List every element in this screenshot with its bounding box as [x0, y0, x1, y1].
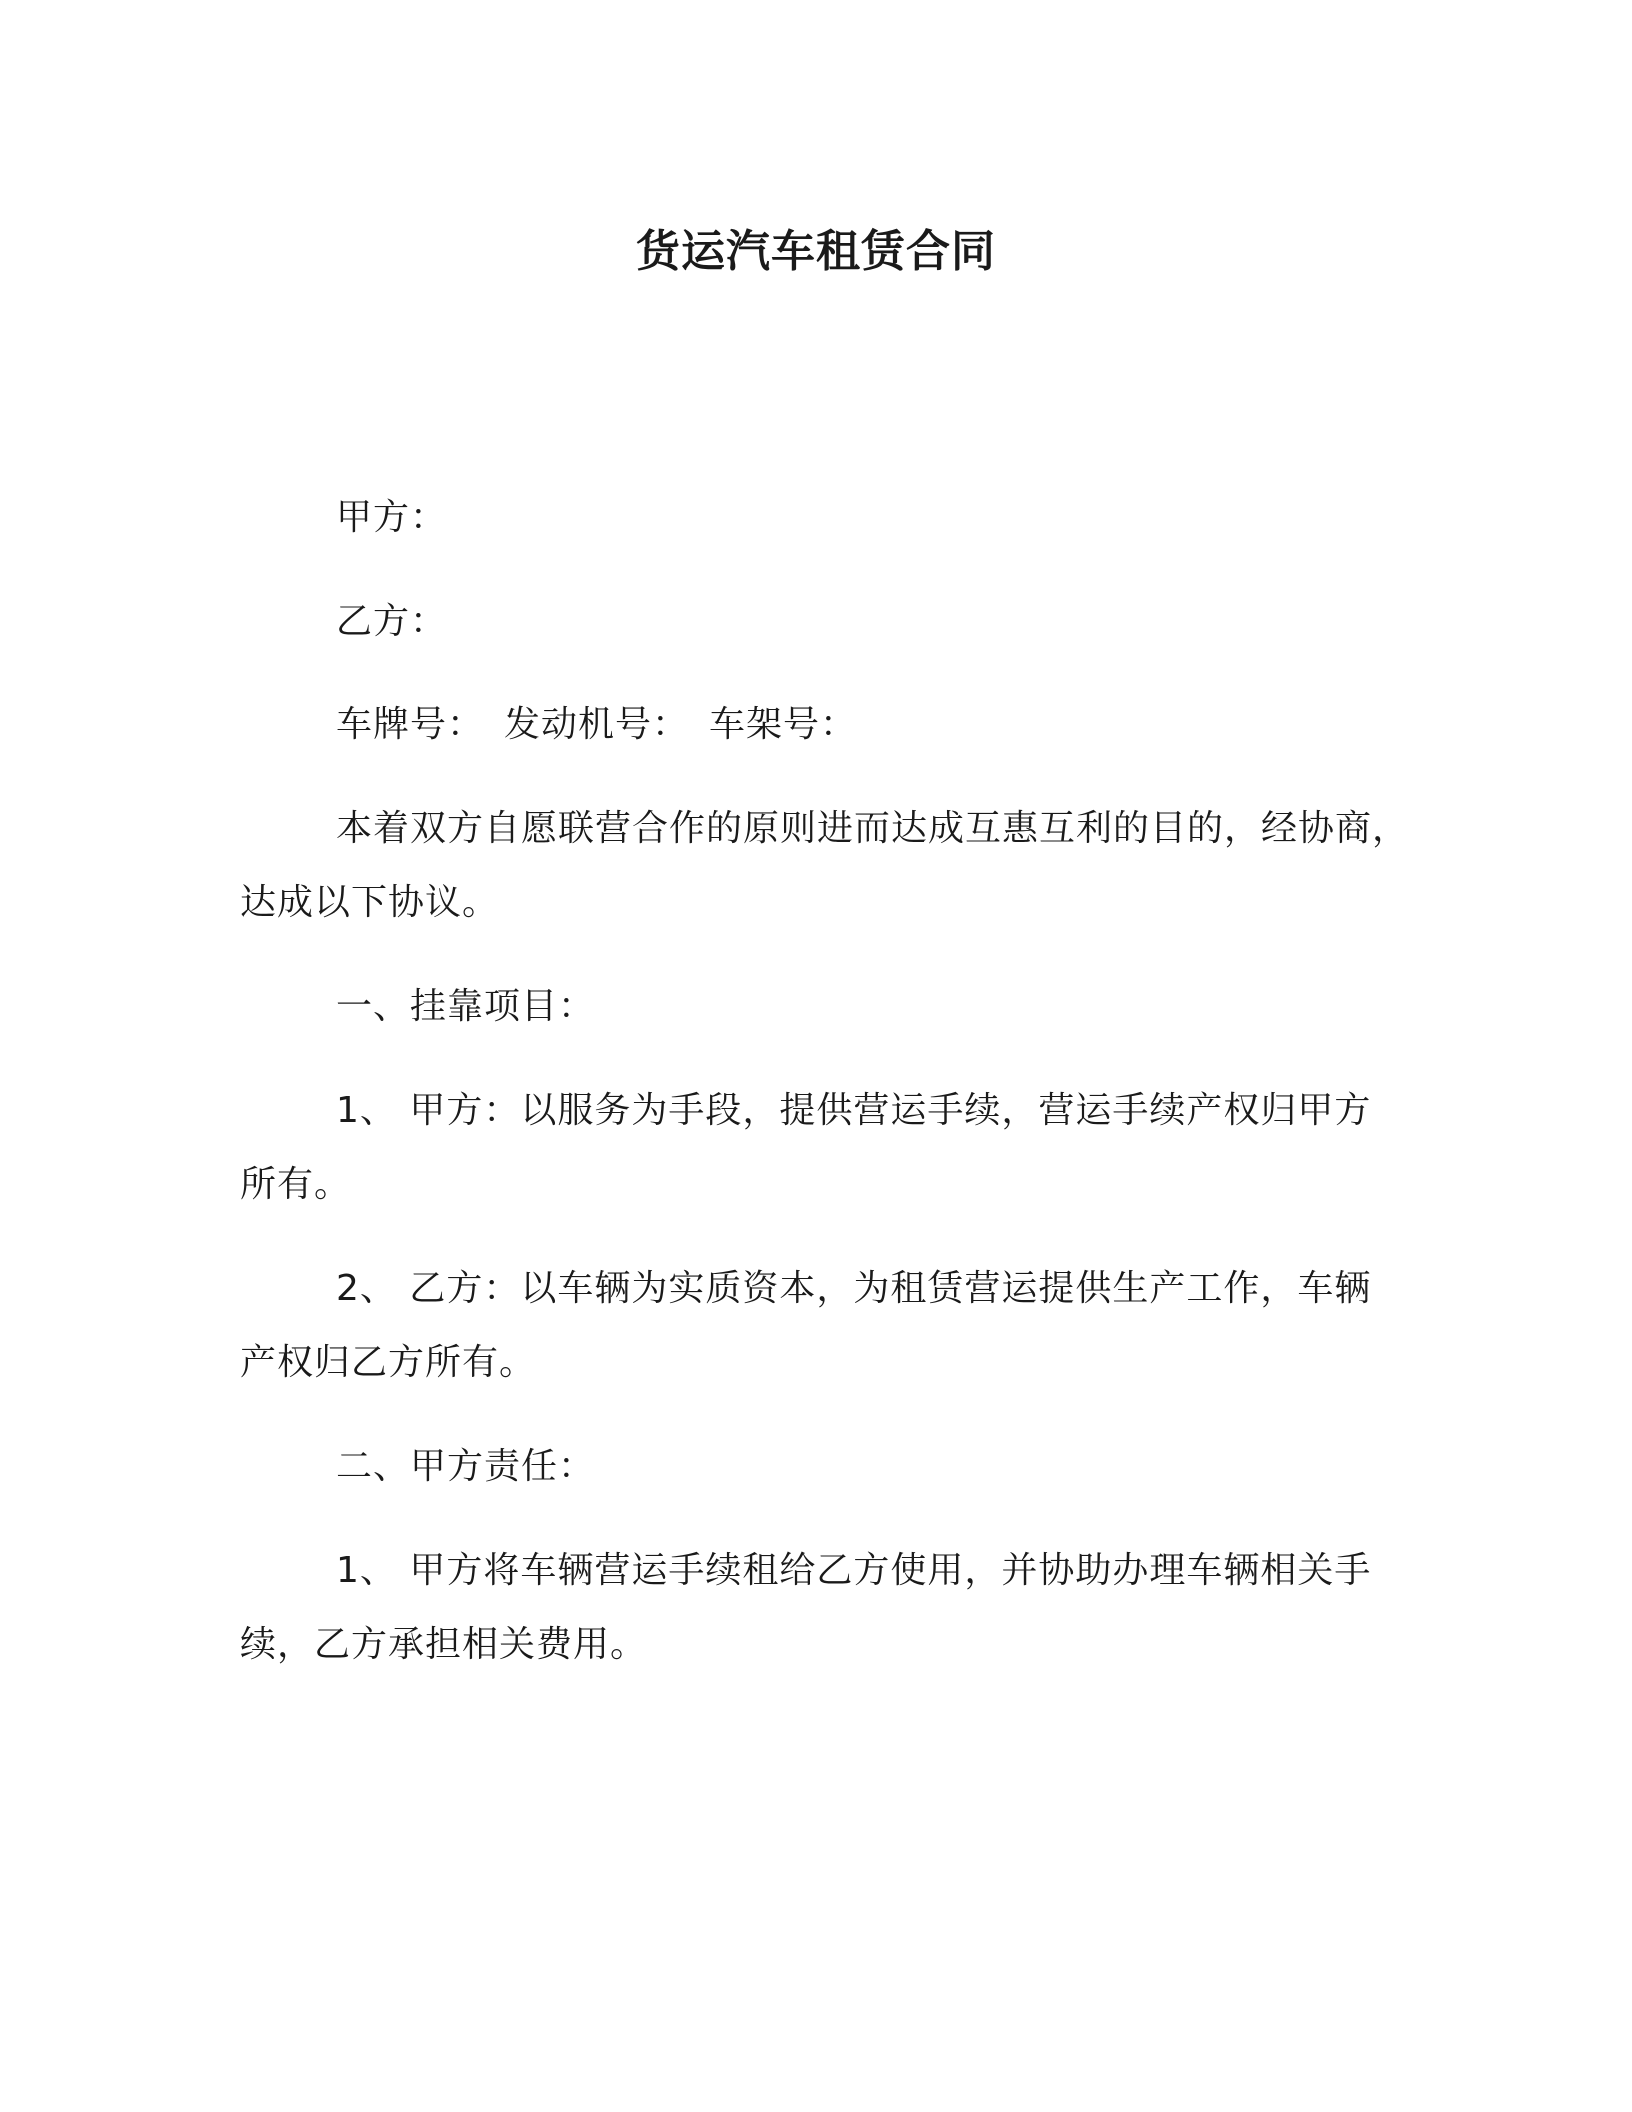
plate-number-label: 车牌号： — [336, 704, 485, 745]
section-1-item-1-line-2: 所有。 — [240, 1164, 352, 1205]
section-2-item-1-line-2: 续，乙方承担相关费用。 — [240, 1624, 648, 1665]
party-b-line — [240, 585, 1392, 659]
section-1-heading — [240, 970, 1392, 1044]
frame-number-label: 车架号： — [709, 704, 858, 745]
section-1-item-2-line-2: 产权归乙方所有。 — [240, 1342, 537, 1383]
party-a-line — [240, 481, 1392, 555]
preamble-line-2: 达成以下协议。 — [240, 882, 500, 923]
section-1-item-2-line-1: 2、 乙方：以车辆为实质资本，为租赁营运提供生产工作，车辆 — [336, 1268, 1372, 1309]
section-2-heading-text: 二、甲方责任： — [336, 1446, 596, 1487]
section-1-item-2 — [240, 1252, 1392, 1400]
party-a-label: 甲方： — [336, 497, 448, 538]
section-1-heading-text: 一、挂靠项目： — [336, 986, 596, 1027]
preamble-line-1: 本着双方自愿联营合作的原则进而达成互惠互利的目的，经协商， — [336, 808, 1410, 849]
document-title: 货运汽车租赁合同 — [636, 226, 996, 277]
vehicle-info — [240, 688, 1392, 762]
engine-number-label: 发动机号： — [504, 704, 690, 745]
section-1-item-1 — [240, 1074, 1392, 1222]
section-2-item-1 — [240, 1534, 1392, 1682]
section-2-heading — [240, 1430, 1392, 1504]
section-2-item-1-line-1: 1、 甲方将车辆营运手续租给乙方使用，并协助办理车辆相关手 — [336, 1550, 1372, 1591]
vehicle-info-line — [240, 688, 1392, 762]
preamble-paragraph — [240, 792, 1410, 940]
party-b-label: 乙方： — [336, 601, 448, 642]
section-1-item-1-line-1: 1、 甲方：以服务为手段，提供营运手续，营运手续产权归甲方 — [336, 1090, 1372, 1131]
